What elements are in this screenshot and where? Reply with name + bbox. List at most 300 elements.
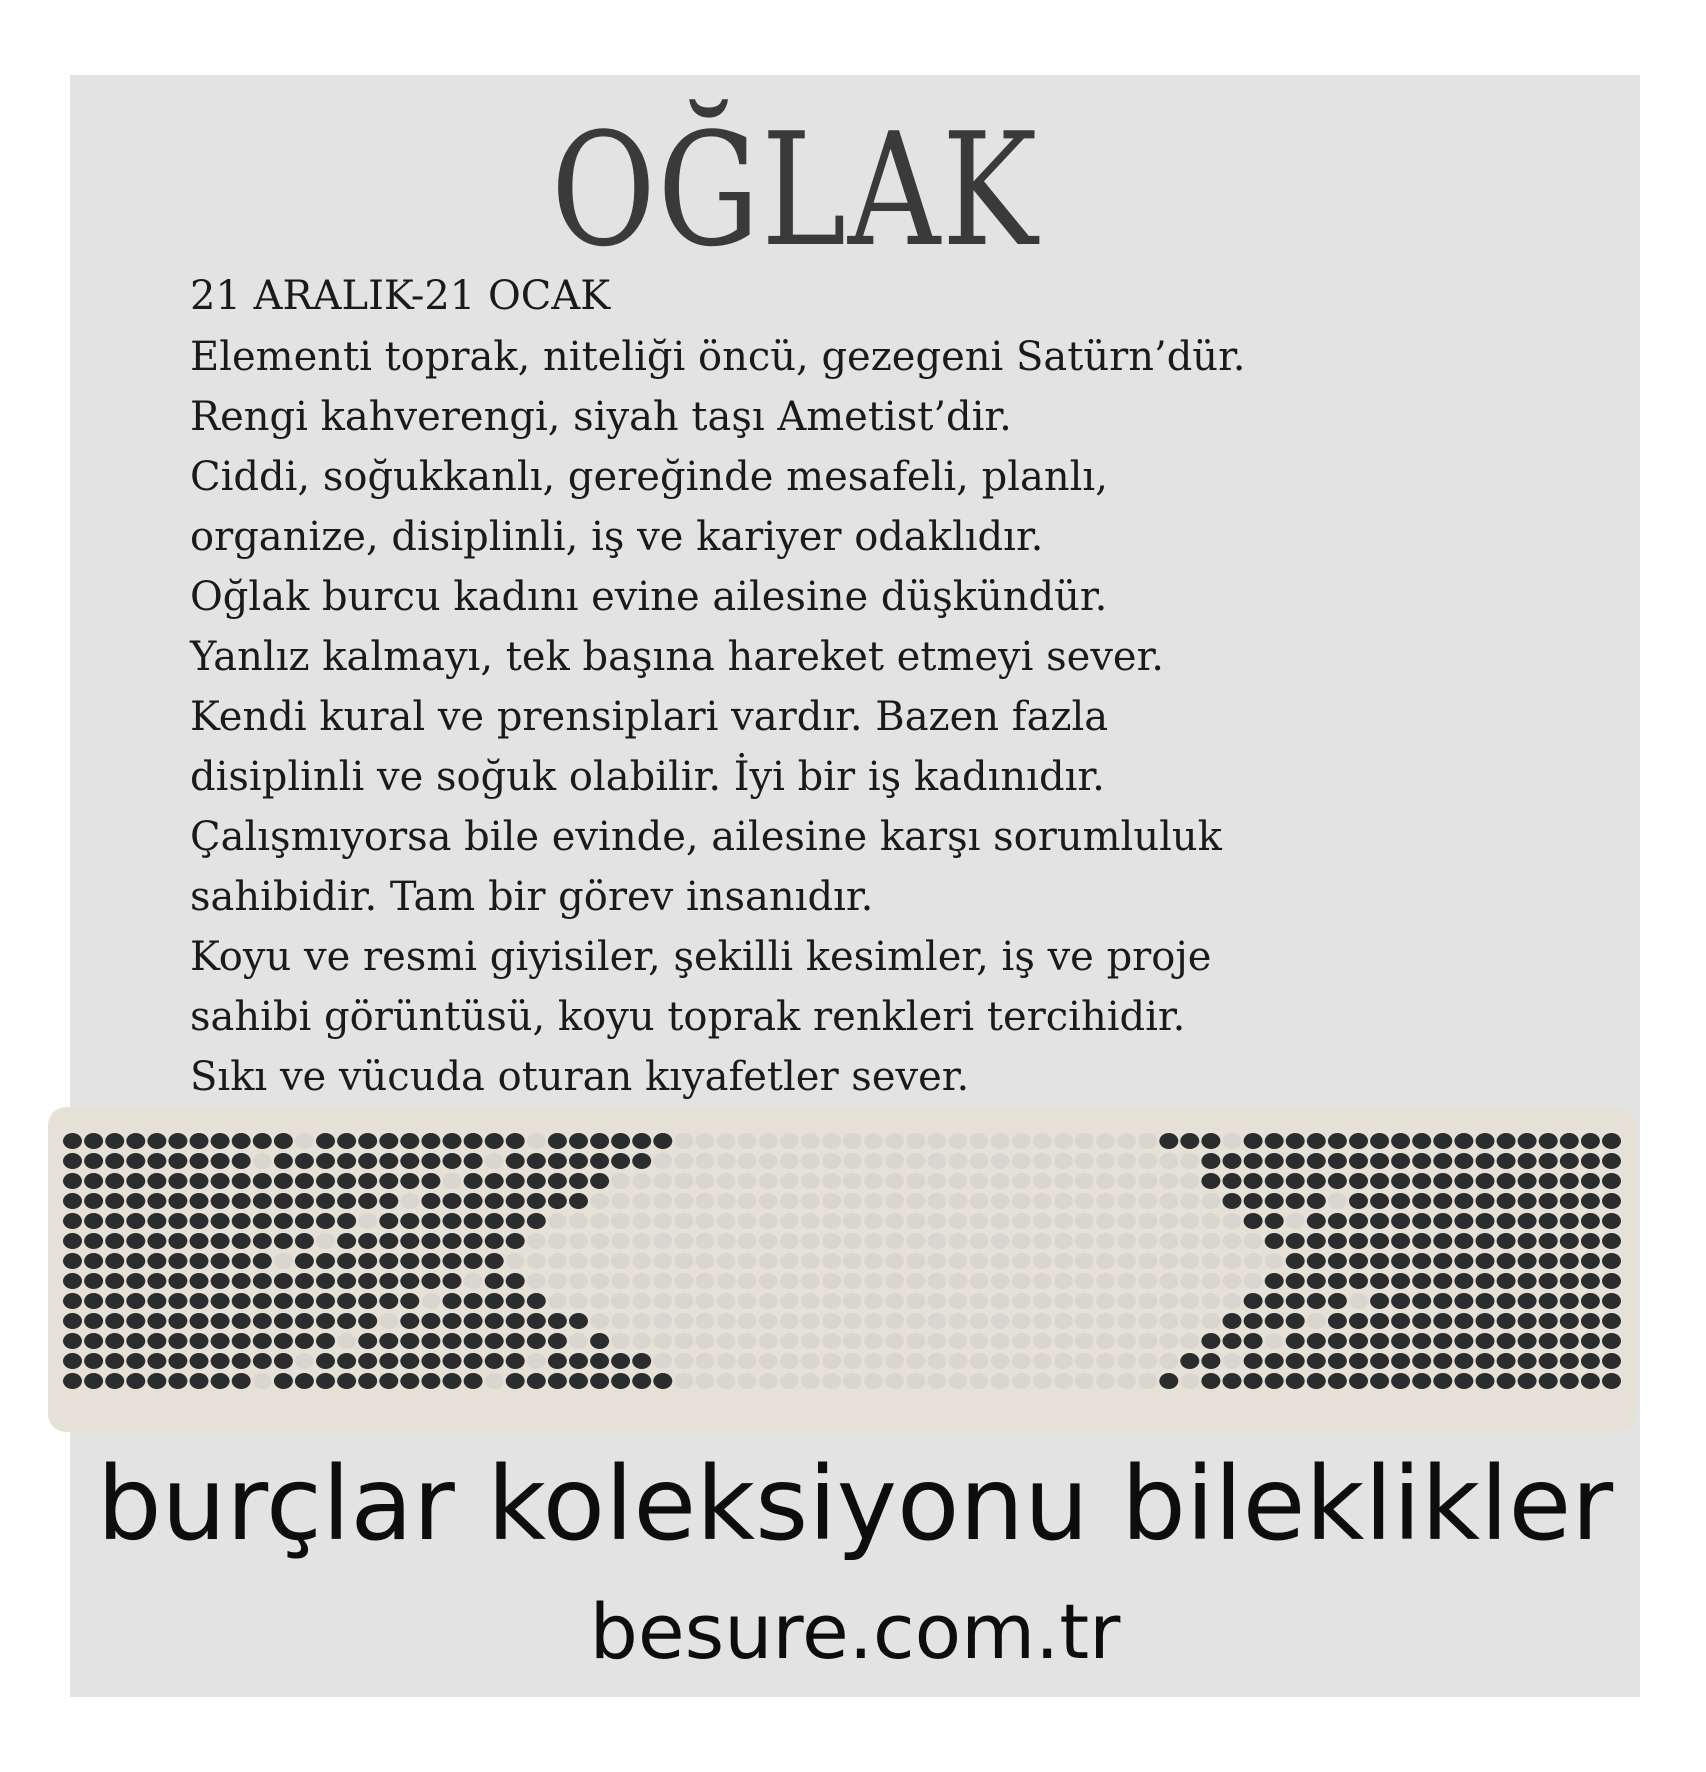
bead <box>1033 1233 1052 1249</box>
bead <box>421 1193 440 1209</box>
bead <box>759 1253 778 1269</box>
bead <box>1307 1233 1326 1249</box>
bead <box>1012 1193 1031 1209</box>
bead <box>1223 1273 1242 1289</box>
bead <box>1328 1213 1347 1229</box>
bead <box>1180 1213 1199 1229</box>
bead <box>991 1193 1010 1209</box>
bead <box>927 1293 946 1309</box>
bead <box>759 1173 778 1189</box>
bead <box>759 1373 778 1389</box>
bead <box>63 1373 82 1389</box>
bead <box>485 1173 504 1189</box>
description-line: sahibidir. Tam bir görev insanıdır. <box>190 874 874 920</box>
bead <box>885 1173 904 1189</box>
collection-title: burçlar koleksiyonu bileklikler <box>96 1445 1614 1564</box>
bead <box>1201 1213 1220 1229</box>
bead <box>948 1353 967 1369</box>
bead <box>548 1373 567 1389</box>
bead <box>885 1253 904 1269</box>
bead <box>1265 1373 1284 1389</box>
bead <box>1476 1373 1495 1389</box>
description-line: organize, disiplinli, iş ve kariyer odaklıdır. <box>190 514 1044 560</box>
bead <box>1096 1253 1115 1269</box>
bead <box>1117 1193 1136 1209</box>
bead <box>991 1133 1010 1149</box>
bead <box>421 1213 440 1229</box>
bead <box>1328 1233 1347 1249</box>
bead <box>1581 1333 1600 1349</box>
bead <box>970 1153 989 1169</box>
bead <box>527 1293 546 1309</box>
bead <box>379 1253 398 1269</box>
bead <box>337 1293 356 1309</box>
bead <box>400 1133 419 1149</box>
bead <box>232 1253 251 1269</box>
bead <box>1454 1193 1473 1209</box>
bead <box>1349 1253 1368 1269</box>
bead <box>611 1293 630 1309</box>
bead <box>63 1253 82 1269</box>
bead <box>211 1313 230 1329</box>
bead <box>1602 1333 1621 1349</box>
bead <box>421 1273 440 1289</box>
bead <box>611 1353 630 1369</box>
bead <box>316 1273 335 1289</box>
bead <box>738 1173 757 1189</box>
bead <box>379 1333 398 1349</box>
bead <box>948 1173 967 1189</box>
bead <box>1476 1293 1495 1309</box>
bead <box>801 1153 820 1169</box>
bead <box>843 1133 862 1149</box>
bead <box>506 1333 525 1349</box>
bead <box>147 1253 166 1269</box>
bead <box>674 1213 693 1229</box>
bead <box>1412 1353 1431 1369</box>
description-line: Yanlız kalmayı, tek başına hareket etmeyi sever. <box>190 634 1165 680</box>
bead <box>1328 1313 1347 1329</box>
bead <box>485 1133 504 1149</box>
bead <box>1286 1353 1305 1369</box>
bead <box>1412 1153 1431 1169</box>
bead <box>1223 1313 1242 1329</box>
bead <box>653 1173 672 1189</box>
bead <box>1518 1273 1537 1289</box>
bead <box>1307 1333 1326 1349</box>
bead <box>970 1133 989 1149</box>
bead <box>991 1293 1010 1309</box>
bead <box>105 1333 124 1349</box>
bead <box>232 1313 251 1329</box>
bead <box>506 1133 525 1149</box>
description-line: Koyu ve resmi giyisiler, şekilli kesimler, iş ve proje <box>190 934 1212 980</box>
bead <box>168 1333 187 1349</box>
bead <box>211 1353 230 1369</box>
bead <box>464 1173 483 1189</box>
bead <box>1223 1173 1242 1189</box>
bead <box>611 1273 630 1289</box>
description-line: Kendi kural ve prensiplari vardır. Bazen fazla <box>190 694 1109 740</box>
bead <box>443 1133 462 1149</box>
bead <box>464 1233 483 1249</box>
bead <box>1370 1293 1389 1309</box>
bead <box>274 1133 293 1149</box>
bead <box>485 1293 504 1309</box>
bead <box>1012 1353 1031 1369</box>
bead <box>1433 1213 1452 1229</box>
bead <box>63 1213 82 1229</box>
bead <box>1159 1173 1178 1189</box>
bead <box>1307 1273 1326 1289</box>
bead <box>443 1313 462 1329</box>
bead <box>1581 1153 1600 1169</box>
bead <box>1033 1313 1052 1329</box>
bead <box>1581 1233 1600 1249</box>
bead <box>316 1253 335 1269</box>
bead <box>674 1293 693 1309</box>
bead <box>253 1313 272 1329</box>
bead <box>274 1233 293 1249</box>
bead <box>906 1193 925 1209</box>
bead <box>759 1273 778 1289</box>
bead <box>885 1233 904 1249</box>
bead <box>970 1373 989 1389</box>
bead <box>105 1253 124 1269</box>
bead <box>1201 1233 1220 1249</box>
bead <box>632 1233 651 1249</box>
bead <box>168 1313 187 1329</box>
bead <box>1391 1353 1410 1369</box>
bead <box>1412 1373 1431 1389</box>
bead <box>253 1233 272 1249</box>
bead <box>464 1133 483 1149</box>
bead <box>1201 1153 1220 1169</box>
bead <box>421 1373 440 1389</box>
bead <box>674 1253 693 1269</box>
bead <box>168 1193 187 1209</box>
bead <box>358 1313 377 1329</box>
bead <box>632 1313 651 1329</box>
bead <box>1307 1193 1326 1209</box>
bead <box>1286 1233 1305 1249</box>
bead <box>1433 1193 1452 1209</box>
bead <box>674 1373 693 1389</box>
bead <box>126 1153 145 1169</box>
bead <box>1412 1333 1431 1349</box>
bead <box>1454 1173 1473 1189</box>
bead <box>485 1193 504 1209</box>
bead <box>1265 1133 1284 1149</box>
bead <box>126 1333 145 1349</box>
bead <box>1096 1133 1115 1149</box>
bead <box>906 1213 925 1229</box>
bead <box>991 1213 1010 1229</box>
bead <box>843 1333 862 1349</box>
bead <box>906 1293 925 1309</box>
bead <box>1244 1333 1263 1349</box>
bead <box>253 1173 272 1189</box>
bead <box>1075 1273 1094 1289</box>
bead <box>253 1193 272 1209</box>
bead <box>653 1193 672 1209</box>
bead <box>843 1233 862 1249</box>
bead <box>1286 1293 1305 1309</box>
bead <box>1117 1293 1136 1309</box>
bead <box>1138 1193 1157 1209</box>
bead <box>738 1233 757 1249</box>
beaded-bracelet-image <box>48 1107 1636 1432</box>
bead <box>611 1333 630 1349</box>
bead <box>1265 1213 1284 1229</box>
bead <box>1391 1273 1410 1289</box>
bead <box>1223 1253 1242 1269</box>
bead <box>1244 1153 1263 1169</box>
bead <box>569 1133 588 1149</box>
bead <box>421 1313 440 1329</box>
bead <box>1370 1333 1389 1349</box>
bead <box>211 1193 230 1209</box>
bead <box>1138 1373 1157 1389</box>
bead <box>590 1353 609 1369</box>
bead <box>84 1273 103 1289</box>
bead <box>443 1373 462 1389</box>
bead <box>653 1293 672 1309</box>
bead <box>1244 1193 1263 1209</box>
bead <box>632 1353 651 1369</box>
bead <box>1096 1173 1115 1189</box>
bead <box>464 1293 483 1309</box>
bead <box>1075 1233 1094 1249</box>
bead <box>1075 1373 1094 1389</box>
bead <box>822 1153 841 1169</box>
bead <box>527 1153 546 1169</box>
bead <box>1433 1133 1452 1149</box>
bead <box>780 1313 799 1329</box>
bead <box>1054 1333 1073 1349</box>
bead <box>274 1213 293 1229</box>
bead <box>316 1333 335 1349</box>
bead <box>400 1173 419 1189</box>
description-line: Elementi toprak, niteliği öncü, gezegeni Satürn’dür. <box>190 334 1246 380</box>
bead <box>948 1233 967 1249</box>
bead <box>970 1313 989 1329</box>
bead <box>885 1273 904 1289</box>
bead <box>696 1173 715 1189</box>
bead <box>421 1253 440 1269</box>
bead <box>527 1313 546 1329</box>
bead <box>611 1153 630 1169</box>
bead <box>253 1213 272 1229</box>
bead <box>738 1353 757 1369</box>
bead <box>1349 1373 1368 1389</box>
bead <box>485 1213 504 1229</box>
bead <box>485 1253 504 1269</box>
bead <box>674 1133 693 1149</box>
bead <box>674 1193 693 1209</box>
bead <box>527 1213 546 1229</box>
bead <box>1476 1253 1495 1269</box>
bead <box>1033 1193 1052 1209</box>
bead <box>1560 1333 1579 1349</box>
bead <box>63 1273 82 1289</box>
bead <box>1138 1153 1157 1169</box>
bead <box>1117 1153 1136 1169</box>
bead <box>337 1233 356 1249</box>
bead <box>84 1133 103 1149</box>
bead <box>822 1193 841 1209</box>
bead <box>400 1313 419 1329</box>
bead <box>274 1153 293 1169</box>
bead <box>1033 1293 1052 1309</box>
bead <box>843 1273 862 1289</box>
bead <box>759 1153 778 1169</box>
bead <box>590 1133 609 1149</box>
bead <box>548 1133 567 1149</box>
bead <box>548 1213 567 1229</box>
bead <box>295 1193 314 1209</box>
bead <box>611 1373 630 1389</box>
bead <box>190 1313 209 1329</box>
bead <box>738 1193 757 1209</box>
bead <box>295 1273 314 1289</box>
bead <box>379 1133 398 1149</box>
bead <box>190 1353 209 1369</box>
bead <box>63 1293 82 1309</box>
bead <box>717 1373 736 1389</box>
bead <box>906 1333 925 1349</box>
bead <box>63 1353 82 1369</box>
bead <box>548 1313 567 1329</box>
bead <box>738 1273 757 1289</box>
bead <box>274 1173 293 1189</box>
bead <box>759 1213 778 1229</box>
bead <box>190 1253 209 1269</box>
bead <box>1138 1313 1157 1329</box>
bead <box>1497 1253 1516 1269</box>
bead <box>1117 1273 1136 1289</box>
bead <box>400 1253 419 1269</box>
bead <box>1265 1313 1284 1329</box>
bead <box>864 1153 883 1169</box>
bead <box>105 1153 124 1169</box>
bead <box>126 1253 145 1269</box>
bead <box>1391 1333 1410 1349</box>
bead <box>1476 1153 1495 1169</box>
bead <box>506 1153 525 1169</box>
bead <box>1223 1373 1242 1389</box>
bead <box>1349 1273 1368 1289</box>
bead <box>1560 1313 1579 1329</box>
bead <box>801 1273 820 1289</box>
bead <box>696 1193 715 1209</box>
bead <box>1433 1153 1452 1169</box>
bead <box>1370 1193 1389 1209</box>
bead <box>1054 1353 1073 1369</box>
bead <box>970 1213 989 1229</box>
bead <box>274 1253 293 1269</box>
bead <box>991 1273 1010 1289</box>
bead <box>1602 1193 1621 1209</box>
bead <box>864 1213 883 1229</box>
bead <box>1602 1133 1621 1149</box>
bead <box>1117 1133 1136 1149</box>
bead <box>1244 1373 1263 1389</box>
bead <box>295 1333 314 1349</box>
bead <box>1539 1233 1558 1249</box>
bead <box>1370 1373 1389 1389</box>
bead <box>1180 1253 1199 1269</box>
bead <box>1117 1353 1136 1369</box>
bead <box>1560 1193 1579 1209</box>
bead <box>274 1333 293 1349</box>
bead <box>443 1213 462 1229</box>
bead <box>1201 1333 1220 1349</box>
bead <box>1286 1333 1305 1349</box>
bead <box>822 1313 841 1329</box>
bead <box>1328 1193 1347 1209</box>
bead <box>1560 1293 1579 1309</box>
bead <box>274 1353 293 1369</box>
bead <box>464 1333 483 1349</box>
bead <box>1180 1273 1199 1289</box>
bead <box>464 1373 483 1389</box>
bead <box>1012 1273 1031 1289</box>
bead <box>84 1153 103 1169</box>
bead <box>590 1173 609 1189</box>
bead <box>337 1353 356 1369</box>
bead <box>674 1353 693 1369</box>
bead <box>379 1293 398 1309</box>
bead <box>316 1353 335 1369</box>
bead <box>1518 1133 1537 1149</box>
bead <box>653 1313 672 1329</box>
bead <box>1539 1133 1558 1149</box>
bead <box>253 1153 272 1169</box>
bead <box>379 1173 398 1189</box>
bead <box>274 1193 293 1209</box>
bead <box>1412 1133 1431 1149</box>
bead <box>1391 1373 1410 1389</box>
bead <box>1307 1373 1326 1389</box>
bead <box>696 1253 715 1269</box>
bead <box>991 1353 1010 1369</box>
bead <box>126 1233 145 1249</box>
bead <box>295 1353 314 1369</box>
bead <box>168 1353 187 1369</box>
bead <box>1096 1313 1115 1329</box>
bead <box>1075 1313 1094 1329</box>
bead <box>843 1293 862 1309</box>
bead <box>1539 1193 1558 1209</box>
bead <box>738 1293 757 1309</box>
bead <box>421 1133 440 1149</box>
bead <box>991 1153 1010 1169</box>
bead <box>1497 1333 1516 1349</box>
bead <box>400 1293 419 1309</box>
bead <box>485 1153 504 1169</box>
bead <box>1244 1133 1263 1149</box>
bead <box>1391 1173 1410 1189</box>
bead <box>548 1153 567 1169</box>
bead <box>717 1233 736 1249</box>
bead <box>1054 1133 1073 1149</box>
bead <box>548 1333 567 1349</box>
bead <box>337 1153 356 1169</box>
bead <box>1307 1353 1326 1369</box>
bead <box>569 1313 588 1329</box>
bead <box>1159 1373 1178 1389</box>
